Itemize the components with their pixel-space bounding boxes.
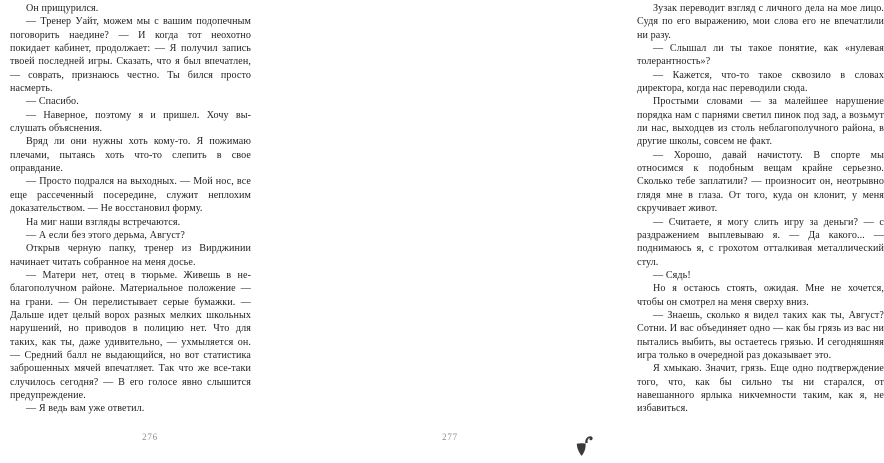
page-number: 277 (442, 432, 458, 442)
paragraph: — Спасибо. (26, 96, 79, 108)
left-page-text-block (10, 2, 251, 416)
paragraph: Простыми словами — за малейшее нарушение порядка нам с парнями светил пинок под зад, а возьмут ли нас, выходцев из столь неблагополучного района, в другие школы, совсем не факт. (637, 96, 884, 148)
paragraph: — Сядь! (653, 269, 691, 281)
paragraph: Я хмыкаю. Значит, грязь. Еще одно подтверждение того, что, как бы сильно ты ни старался, от навешанного ярлыка никчемности таким, как я, не избавиться. (637, 363, 884, 415)
paragraph: — Хорошо, давай начистоту. В спорте мы относимся к подобным вещам крайне серьезно. Сколько тебе заплатили? — произносит он, неотрывно глядя мне в глаза. От того, куда он клонит, у меня скручивает живот. (637, 149, 884, 215)
paragraph: — Матери нет, отец в тюрьме. Живешь в неблагополучном районе. Материальное положение — на грани. — Он перелистывает серые бумажки. — Дальше идет целый ворох разных мелких школьных нарушений, но приводов в полицию нет. Что для таких, как ты, даже удивительно, — ухмыляется он. — Средний балл не выдающийся, но вот статистика заброшенных мячей впечатляет. Так что же все-таки случилось сегодня? — В его голосе явно слышится предупреждение. (10, 269, 251, 401)
paragraph: — Слышал ли ты такое понятие, как «нулевая толерантность»? (637, 43, 884, 68)
paragraph: Зузак переводит взгляд с личного дела на мое лицо. Судя по его выражению, мои слова его не впечатлили ни разу. (637, 3, 884, 41)
paragraph: — А если без этого дерьма, Август? (26, 229, 185, 241)
paragraph: — Знаешь, сколько я видел таких как ты, Август? Сотни. И вас объединяет одно — как бы грязь из вас ни пытались выбить, вы остаетесь грязью. И сегодняшняя игра только в очередной раз доказывает это. (637, 309, 884, 361)
left-book-page (0, 0, 300, 463)
paragraph: — Считаете, я могу слить игру за деньги? — с раздражением выплевываю я. — Да какого... — поднимаюсь я, с грохотом отталкивая металлический стул. (637, 216, 884, 268)
paragraph: Открыв черную папку, тренер из Вирджинии начинает читать собранное на меня досье. (10, 243, 251, 268)
right-book-page (300, 0, 884, 463)
paragraph: На миг наши взгляды встречаются. (26, 216, 181, 228)
paragraph: — Я ведь вам уже ответил. (26, 403, 145, 415)
paragraph: — Просто подрался на выходных. — Мой нос, все еще рассеченный посередине, служит неплохим доказательством. — Не восстановил форму. (10, 176, 251, 215)
paragraph: — Наверное, поэтому я и пришел. Хочу выслушать объяснения. (10, 109, 251, 135)
paragraph: Вряд ли они нужны хоть кому-то. Я пожимаю плечами, пытаясь хоть что-то слепить в свое оправдание. (10, 136, 251, 175)
page-number: 276 (142, 432, 158, 442)
paragraph: — Кажется, что-то такое сквозило в словах директора, когда нас переводили сюда. (637, 69, 884, 95)
right-page-text-block (637, 2, 884, 416)
leaf-ornament-icon (572, 432, 594, 460)
paragraph: — Тренер Уайт, можем мы с вашим подопечным поговорить наедине? — И когда тот неохотно покидает кабинет, продолжает: — Я получил запись твоей последней игры. Сказать, что я был впечатлен, — соврать, признаюсь честно. Ты бился просто насмерть. (10, 16, 251, 95)
paragraph: Он прищурился. (26, 3, 99, 14)
paragraph: Но я остаюсь стоять, ожидая. Мне не хочется, чтобы он смотрел на меня сверху вниз. (637, 283, 884, 308)
